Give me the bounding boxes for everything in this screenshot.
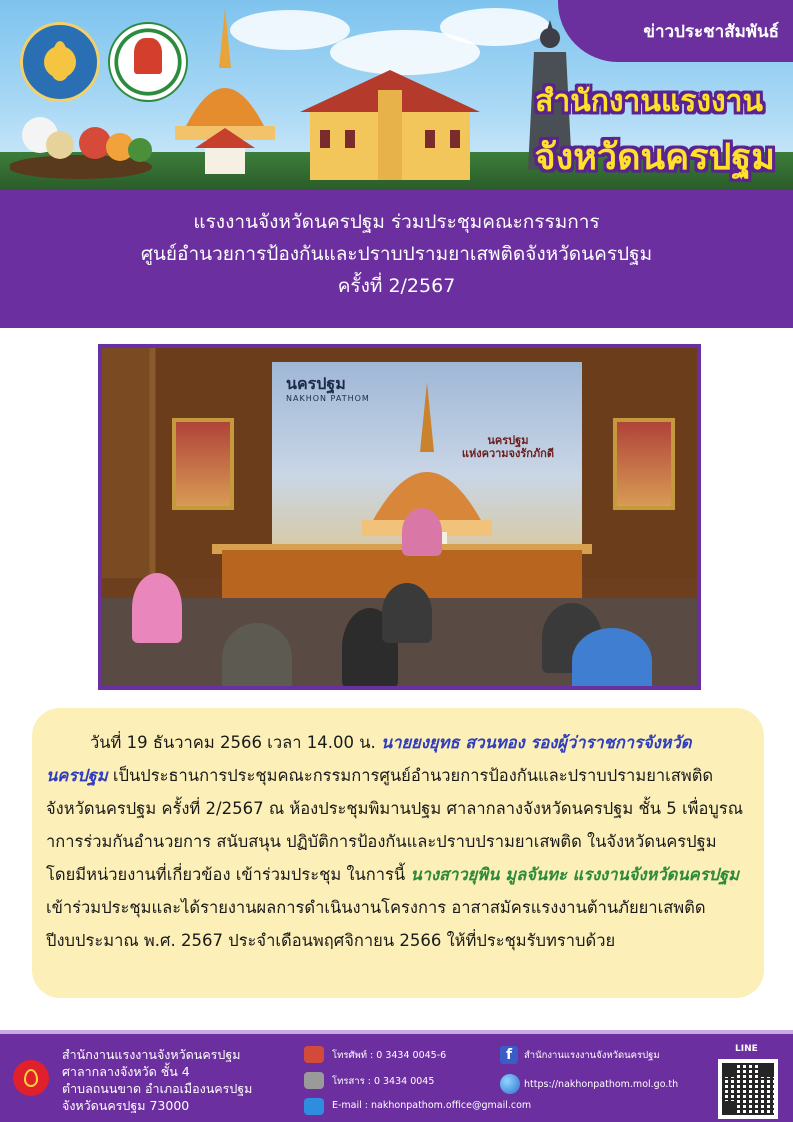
- office-address: [62, 1046, 252, 1114]
- pr-news-label: ข่าวประชาสัมพันธ์: [643, 21, 779, 42]
- contact-footer: [0, 1030, 793, 1122]
- website-link[interactable]: https://nakhonpathom.mol.go.th: [524, 1079, 679, 1090]
- office-name-line1: สำนักงานแรงงาน: [535, 84, 763, 119]
- body-part1: วันที่ 19 ธันวาคม 2566 เวลา 14.00 น.: [90, 733, 381, 752]
- title-line3: ครั้งที่ 2/2567: [337, 275, 456, 297]
- attendee: [382, 583, 432, 643]
- backdrop-subtitle: NAKHON PATHOM: [286, 394, 370, 403]
- attendee: [132, 573, 182, 643]
- backdrop-slogan-2: แห่งความจงรักภักดี: [461, 447, 554, 460]
- floating-market-illustration: [10, 105, 170, 185]
- email-address[interactable]: E-mail : nakhonpathom.office@gmail.com: [332, 1100, 532, 1111]
- phra-pathom-chedi-illustration: [165, 8, 285, 178]
- backdrop-slogan: [462, 434, 554, 460]
- body-part3: เข้าร่วมประชุมและได้รายงานผลการดำเนินงานโครงการ อาสาสมัครแรงงานต้านภัยยาเสพติด ปีงบประมาณ พ.ศ. 2567 ประจำเดือนพฤศจิกายน 2566 ให้ที่ประชุมรับทราบด้วย: [46, 898, 706, 950]
- address-line: ตำบลถนนขาด อำเภอเมืองนครปฐม: [62, 1081, 253, 1096]
- facebook-icon: f: [500, 1046, 518, 1064]
- address-line: จังหวัดนครปฐม 73000: [62, 1098, 190, 1113]
- chairperson: [402, 508, 442, 556]
- province-seal-logo: [20, 22, 100, 102]
- news-body-text: [46, 726, 748, 957]
- title-line2: ศูนย์อำนวยการป้องกันและปราบปรามยาเสพติดจังหวัดนครปฐม: [140, 243, 653, 265]
- fax-number: โทรสาร : 0 3434 0045: [332, 1076, 435, 1087]
- line-qr-code[interactable]: [718, 1059, 778, 1119]
- location-pin-icon: [13, 1060, 49, 1096]
- backdrop-title: นครปฐม: [286, 374, 346, 393]
- title-line1: แรงงานจังหวัดนครปฐม ร่วมประชุมคณะกรรมการ: [193, 211, 600, 233]
- news-body-card: [32, 708, 764, 998]
- news-title: [0, 190, 793, 328]
- phone-icon: [304, 1046, 324, 1063]
- globe-icon: [500, 1074, 520, 1094]
- office-name-line2: จังหวัดนครปฐม: [534, 137, 775, 178]
- palace-illustration: [300, 70, 480, 180]
- header-banner: [0, 0, 793, 190]
- line-label: LINE: [735, 1044, 758, 1054]
- ministry-of-labour-logo: [108, 22, 188, 102]
- attendee: [572, 628, 652, 690]
- backdrop-slogan-1: นครปฐม: [487, 434, 529, 447]
- attendee: [222, 623, 292, 690]
- royal-portrait-right: [613, 418, 675, 510]
- labour-officer-name: นางสาวยุพิน มูลจันทะ แรงงานจังหวัดนครปฐม: [410, 865, 739, 884]
- facebook-page[interactable]: สำนักงานแรงงานจังหวัดนครปฐม: [524, 1050, 660, 1061]
- phone-number: โทรศัพท์ : 0 3434 0045-6: [332, 1050, 447, 1061]
- mail-icon: [304, 1098, 324, 1115]
- pr-news-tab: [558, 0, 793, 62]
- body-part2: เป็นประธานการประชุมคณะกรรมการศูนย์อำนวยการป้องกันและปราบปรามยาเสพติด จังหวัดนครปฐม ครั้งที่ 2/2567 ณ ห้องประชุมพิมานปฐม ศาลากลางจังหวัดนครปฐม ชั้น 5 เพื่อบูรณาการร่วมกันอำนวยการ สนับสนุน ปฏิบัติการป้องกันและปราบปรามยาเสพติด ในจังหวัดนครปฐม โดยมีหน่วยงานที่เกี่ยวข้อง เข้าร่วมประชุม ในการนี้: [46, 766, 744, 884]
- royal-portrait-left: [172, 418, 234, 510]
- address-line: สำนักงานแรงงานจังหวัดนครปฐม: [62, 1047, 241, 1062]
- fax-icon: [304, 1072, 324, 1089]
- chairperson-name: นายยงยุทธ สวนทอง รองผู้ว่าราชการจังหวัดนครปฐม: [46, 733, 692, 785]
- address-line: ศาลากลางจังหวัด ชั้น 4: [62, 1064, 190, 1079]
- meeting-photo: [98, 344, 701, 690]
